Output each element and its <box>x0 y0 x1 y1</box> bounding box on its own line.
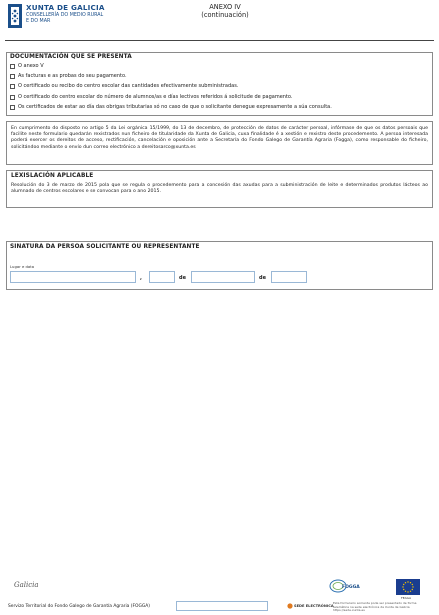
eu-flag-icon <box>396 579 420 595</box>
document-checkbox[interactable] <box>10 74 15 79</box>
document-checkbox[interactable] <box>10 64 15 69</box>
sede-note: Esta formulario somente pode ser presentado de forma telemática na sede electrónica da Xunta de Galicia https://sede.xunta.es <box>333 601 417 613</box>
feaga-label: FEAGA <box>401 596 411 600</box>
document-checkbox[interactable] <box>10 84 15 89</box>
legislation-text: Resolución do 3 de marzo de 2015 pola que se regula o procedemento para a concesión das axudas para a subministración de leite e determinados produtos lácteos ao alumnado de centros escolares e se convocan para o ano 2015. <box>11 183 428 195</box>
document-item <box>10 83 238 89</box>
xunta-logo <box>8 4 22 28</box>
sede-icon <box>287 603 293 609</box>
privacy-notice-text: En cumprimento do disposto no artigo 5 da Lei orgánica 15/1999, do 13 de decembro, de protección de datos de carácter persoal, infórmase de que os datos persoais que facilite neste formulario quedarán rexistrados nun ficheiro de titularidade da Xunta de Galicia, cuxa finalidade é a xestión e rexistro deste procedemento. A persoa interesada poderá exercer os dereitos de acceso, rectificación, cancelación e oposición ante a Secretaría do Fondo Galego de Garantía Agraria (Fogga), como responsable do ficheiro, solicitándoo mediante o envío dun correo electrónico a dereitosarco@xunta.es <box>11 126 428 150</box>
document-label: As facturas e as probas do seu pagamento. <box>18 73 127 79</box>
place-input[interactable] <box>10 271 136 283</box>
place-date-label: Lugar e data <box>10 264 35 269</box>
document-label: O certificado ou recibo do centro escolar das cantidades efectivamente subministradas. <box>18 83 239 89</box>
legislation-title: LEXISLACIÓN APLICABLE <box>11 173 94 179</box>
year-input[interactable] <box>271 271 307 283</box>
annex-title: ANEXO IV <box>209 3 241 11</box>
month-separator: de <box>179 275 186 281</box>
document-item <box>10 63 44 69</box>
organization-name: XUNTA DE GALICIA <box>26 3 105 12</box>
signature-section <box>6 241 433 290</box>
documentation-section <box>6 52 433 116</box>
year-separator: de <box>259 275 266 281</box>
privacy-notice-section <box>6 121 433 165</box>
legislation-section <box>6 170 433 208</box>
header-divider <box>5 40 434 41</box>
document-checkbox[interactable] <box>10 105 15 110</box>
month-input[interactable] <box>191 271 255 283</box>
annex-subtitle: (continuación) <box>201 11 249 19</box>
document-checkbox[interactable] <box>10 95 15 100</box>
galicia-logo: Galicia <box>14 581 39 589</box>
department-line: Servizo Territorial do Fondo Galego de Garantía Agraria (FOGGA) <box>8 604 150 609</box>
document-item <box>10 94 292 100</box>
documentation-title: DOCUMENTACIÓN QUE SE PRESENTA <box>10 54 132 60</box>
comma-separator: , <box>140 275 142 281</box>
document-label: O anexo V <box>18 63 44 69</box>
sede-label: SEDE ELECTRÓNICA <box>294 604 334 608</box>
day-input[interactable] <box>149 271 175 283</box>
department-line-1: CONSELLERÍA DO MEDIO RURAL <box>26 13 104 18</box>
department-input[interactable] <box>176 601 268 611</box>
document-label: O certificado do centro escolar do número de alumnos/as e días lectivos referidos á solicitude de pagamento. <box>18 94 293 100</box>
department-line-2: E DO MAR <box>26 19 51 24</box>
signature-title: SINATURA DA PERSOA SOLICITANTE OU REPRESENTANTE <box>10 244 200 250</box>
document-label: Os certificados de estar ao día das obrigas tributarias só no caso de que o solicitante denegue expresamente a súa consulta. <box>18 104 332 110</box>
department-name <box>26 13 103 25</box>
document-item <box>10 73 127 79</box>
annex-heading <box>190 3 260 19</box>
fogga-logo-text: FOGGA <box>342 585 360 590</box>
document-item <box>10 104 332 110</box>
